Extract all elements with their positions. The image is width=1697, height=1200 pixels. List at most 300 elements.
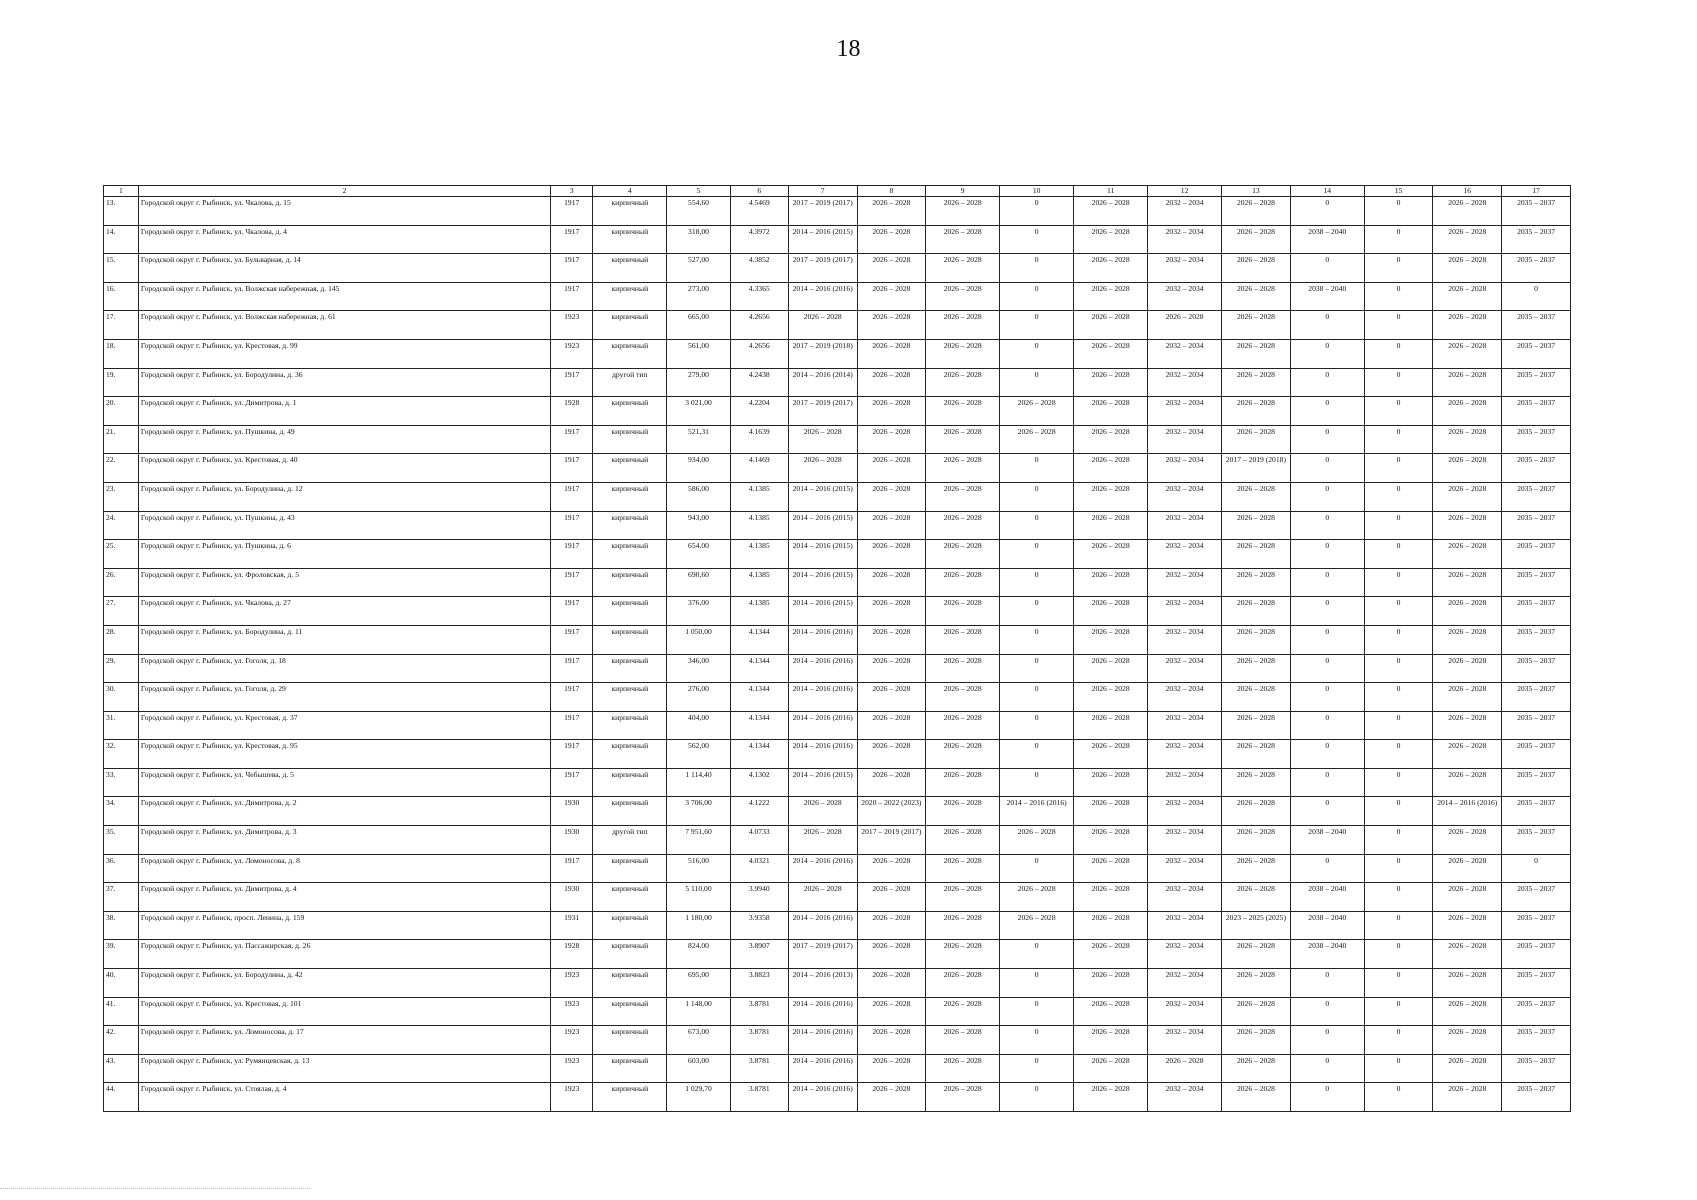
table-cell: 2026 – 2028 [857,339,926,368]
table-row [104,940,1571,969]
address-cell: Городской округ г. Рыбинск, ул. Димитрова, д. 3 [138,826,550,855]
table-cell: 0 [1290,540,1364,569]
table-cell: 2026 – 2028 [926,225,1000,254]
table-cell: 0 [1000,454,1074,483]
table-cell: 2026 – 2028 [857,540,926,569]
table-cell: 2026 – 2028 [926,1054,1000,1083]
table-cell: 1917 [551,854,593,883]
table-cell: 2032 – 2034 [1148,540,1222,569]
table-cell: 2026 – 2028 [1074,911,1148,940]
table-cell: 0 [1000,197,1074,226]
table-cell: 0 [1290,511,1364,540]
table-cell: 2026 – 2028 [1074,854,1148,883]
table-cell: 0 [1364,997,1433,1026]
table-cell: 2026 – 2028 [1433,883,1502,912]
table-cell: 2026 – 2028 [857,254,926,283]
table-cell: 1917 [551,740,593,769]
row-number-cell: 40. [104,969,139,998]
table-cell: 2026 – 2028 [1433,425,1502,454]
table-cell: 665,00 [667,311,730,340]
table-cell: 4.1222 [730,797,788,826]
table-cell: кирпичный [593,940,667,969]
table-cell: 2026 – 2028 [1222,282,1291,311]
table-cell: 2026 – 2028 [1433,1083,1502,1112]
table-cell: 2026 – 2028 [857,911,926,940]
table-cell: 2032 – 2034 [1148,683,1222,712]
table-cell: 2017 – 2019 (2017) [857,826,926,855]
table-cell: 2035 – 2037 [1502,940,1571,969]
table-cell: 2014 – 2016 (2016) [788,711,857,740]
table-cell: 2026 – 2028 [1222,368,1291,397]
table-cell: 3 706,00 [667,797,730,826]
table-cell: 2026 – 2028 [1222,740,1291,769]
table-cell: 0 [1290,654,1364,683]
table-cell: 0 [1290,625,1364,654]
table-cell: кирпичный [593,282,667,311]
table-cell: 2026 – 2028 [1433,940,1502,969]
table-cell: кирпичный [593,883,667,912]
table-cell: 0 [1290,768,1364,797]
table-cell: 1917 [551,711,593,740]
table-cell: 3.8781 [730,997,788,1026]
table-cell: 0 [1000,339,1074,368]
table-cell: 2026 – 2028 [1222,826,1291,855]
table-cell: 2026 – 2028 [857,625,926,654]
table-cell: 0 [1290,482,1364,511]
table-cell: кирпичный [593,997,667,1026]
column-header-5: 5 [667,186,730,197]
table-cell: 2014 – 2016 (2014) [788,368,857,397]
column-header-10: 10 [1000,186,1074,197]
row-number-cell: 18. [104,339,139,368]
table-cell: 279,00 [667,368,730,397]
table-cell: 0 [1502,854,1571,883]
table-cell: 0 [1290,597,1364,626]
table-cell: 0 [1364,197,1433,226]
table-cell: 2026 – 2028 [926,625,1000,654]
table-cell: 0 [1290,1026,1364,1055]
table-cell: кирпичный [593,854,667,883]
table-cell: 2032 – 2034 [1148,425,1222,454]
table-cell: 2026 – 2028 [788,425,857,454]
table-cell: 2026 – 2028 [926,540,1000,569]
table-cell: 2026 – 2028 [926,1083,1000,1112]
table-cell: 0 [1290,854,1364,883]
table-cell: 2026 – 2028 [857,1026,926,1055]
table-cell: 2026 – 2028 [857,768,926,797]
table-cell: 2026 – 2028 [857,683,926,712]
table-cell: 1923 [551,1054,593,1083]
table-cell: 2017 – 2019 (2018) [788,339,857,368]
table-cell: 4.2438 [730,368,788,397]
table-row [104,711,1571,740]
table-cell: 1917 [551,197,593,226]
table-cell: 0 [1290,683,1364,712]
table-cell: кирпичный [593,540,667,569]
table-cell: 2014 – 2016 (2016) [1000,797,1074,826]
table-cell: 4.1344 [730,740,788,769]
table-cell: 7 951,60 [667,826,730,855]
table-cell: 0 [1364,683,1433,712]
column-header-16: 16 [1433,186,1502,197]
table-cell: 2026 – 2028 [926,368,1000,397]
table-cell: 2026 – 2028 [1433,454,1502,483]
table-cell: 0 [1364,826,1433,855]
row-number-cell: 27. [104,597,139,626]
table-cell: 2017 – 2019 (2017) [788,940,857,969]
table-cell: 2035 – 2037 [1502,683,1571,712]
table-cell: 2026 – 2028 [926,654,1000,683]
table-cell: 2032 – 2034 [1148,482,1222,511]
table-cell: 0 [1000,368,1074,397]
table-cell: 2026 – 2028 [926,282,1000,311]
address-cell: Городской округ г. Рыбинск, ул. Крестовая, д. 101 [138,997,550,1026]
table-cell: 1917 [551,597,593,626]
address-cell: Городской округ г. Рыбинск, ул. Чкалова, д. 27 [138,597,550,626]
table-cell: 2026 – 2028 [1222,997,1291,1026]
table-cell: 2026 – 2028 [1433,197,1502,226]
table-cell: 2026 – 2028 [1433,911,1502,940]
table-cell: 2026 – 2028 [1433,1026,1502,1055]
table-cell: 586,00 [667,482,730,511]
table-cell: 2014 – 2016 (2015) [788,482,857,511]
table-cell: 2026 – 2028 [1433,1054,1502,1083]
table-cell: 0 [1000,854,1074,883]
table-cell: 562,00 [667,740,730,769]
table-cell: 0 [1364,940,1433,969]
table-row [104,597,1571,626]
row-number-cell: 13. [104,197,139,226]
table-row [104,883,1571,912]
table-cell: 2035 – 2037 [1502,339,1571,368]
table-cell: 2032 – 2034 [1148,511,1222,540]
table-cell: 4.0321 [730,854,788,883]
table-cell: 2026 – 2028 [1222,797,1291,826]
table-cell: 0 [1364,597,1433,626]
table-cell: 0 [1000,969,1074,998]
table-cell: 2014 – 2016 (2016) [788,854,857,883]
table-cell: 0 [1000,568,1074,597]
table-cell: кирпичный [593,425,667,454]
column-header-3: 3 [551,186,593,197]
table-cell: 318,00 [667,225,730,254]
row-number-cell: 24. [104,511,139,540]
table-row [104,1083,1571,1112]
address-cell: Городской округ г. Рыбинск, ул. Волжская набережная, д. 145 [138,282,550,311]
table-cell: 1917 [551,282,593,311]
table-cell: 2035 – 2037 [1502,597,1571,626]
table-cell: 0 [1364,768,1433,797]
table-cell: 0 [1000,683,1074,712]
address-cell: Городской округ г. Рыбинск, ул. Пассажирская, д. 26 [138,940,550,969]
table-cell: 0 [1364,482,1433,511]
table-cell: 0 [1000,654,1074,683]
table-cell: 2032 – 2034 [1148,197,1222,226]
table-cell: 2026 – 2028 [1222,511,1291,540]
table-cell: 1917 [551,511,593,540]
table-cell: 4.1344 [730,711,788,740]
table-cell: кирпичный [593,740,667,769]
table-cell: 2017 – 2019 (2017) [788,397,857,426]
table-cell: 0 [1364,511,1433,540]
table-cell: 4.1385 [730,511,788,540]
row-number-cell: 34. [104,797,139,826]
table-cell: 2035 – 2037 [1502,568,1571,597]
table-cell: 1917 [551,540,593,569]
table-cell: 4.5469 [730,197,788,226]
table-row [104,740,1571,769]
table-cell: 2038 – 2040 [1290,883,1364,912]
table-cell: 2026 – 2028 [1222,1054,1291,1083]
table-cell: 2026 – 2028 [857,940,926,969]
table-cell: 2026 – 2028 [926,454,1000,483]
table-cell: 2026 – 2028 [1074,311,1148,340]
table-cell: 2014 – 2016 (2015) [788,768,857,797]
table-cell: 5 110,00 [667,883,730,912]
table-cell: 2035 – 2037 [1502,425,1571,454]
table-cell: 2014 – 2016 (2016) [788,683,857,712]
address-cell: Городской округ г. Рыбинск, ул. Крестовая, д. 37 [138,711,550,740]
table-cell: 276,00 [667,683,730,712]
table-cell: 2026 – 2028 [1074,425,1148,454]
address-cell: Городской округ г. Рыбинск, ул. Крестовая, д. 40 [138,454,550,483]
table-cell: 0 [1290,339,1364,368]
address-cell: Городской округ г. Рыбинск, ул. Ломоносова, д. 8 [138,854,550,883]
table-cell: 2032 – 2034 [1148,597,1222,626]
table-cell: 2014 – 2016 (2016) [788,654,857,683]
table-cell: 4.1344 [730,683,788,712]
table-cell: 2026 – 2028 [1222,254,1291,283]
table-cell: 1917 [551,654,593,683]
column-header-9: 9 [926,186,1000,197]
table-cell: 2026 – 2028 [926,197,1000,226]
table-cell: 2026 – 2028 [857,883,926,912]
table-cell: 2026 – 2028 [788,797,857,826]
table-cell: 2026 – 2028 [1074,368,1148,397]
table-cell: 2026 – 2028 [857,568,926,597]
table-cell: 0 [1000,997,1074,1026]
table-cell: 1917 [551,254,593,283]
table-cell: 1917 [551,768,593,797]
table-cell: 4.1469 [730,454,788,483]
table-row [104,197,1571,226]
table-cell: 2026 – 2028 [1433,339,1502,368]
table-cell: 0 [1290,568,1364,597]
table-cell: 2026 – 2028 [1433,768,1502,797]
row-number-cell: 17. [104,311,139,340]
table-cell: 2026 – 2028 [926,568,1000,597]
row-number-cell: 42. [104,1026,139,1055]
table-cell: 2026 – 2028 [1433,225,1502,254]
table-cell: 2035 – 2037 [1502,797,1571,826]
table-cell: 2032 – 2034 [1148,254,1222,283]
table-cell: 2026 – 2028 [1074,1054,1148,1083]
table-cell: 2035 – 2037 [1502,482,1571,511]
table-cell: 2014 – 2016 (2015) [788,597,857,626]
table-cell: 2026 – 2028 [926,683,1000,712]
table-cell: 654,00 [667,540,730,569]
table-cell: 0 [1364,969,1433,998]
table-cell: 2026 – 2028 [1074,540,1148,569]
table-cell: 2014 – 2016 (2013) [788,969,857,998]
table-cell: 0 [1290,254,1364,283]
address-cell: Городской округ г. Рыбинск, ул. Фроловская, д. 5 [138,568,550,597]
table-cell: кирпичный [593,454,667,483]
table-cell: 0 [1364,311,1433,340]
table-cell: 4.2656 [730,311,788,340]
table-cell: 2026 – 2028 [1433,254,1502,283]
row-number-cell: 23. [104,482,139,511]
table-cell: 2014 – 2016 (2015) [788,568,857,597]
table-cell: 2026 – 2028 [926,883,1000,912]
table-cell: 2026 – 2028 [1433,397,1502,426]
column-header-6: 6 [730,186,788,197]
table-cell: 2032 – 2034 [1148,997,1222,1026]
table-cell: 2026 – 2028 [1000,425,1074,454]
table-cell: 0 [1000,225,1074,254]
table-cell: 2035 – 2037 [1502,197,1571,226]
table-cell: 2026 – 2028 [1433,540,1502,569]
column-header-14: 14 [1290,186,1364,197]
table-row [104,511,1571,540]
table-cell: 1 050,00 [667,625,730,654]
table-cell: кирпичный [593,768,667,797]
table-cell: 4.1302 [730,768,788,797]
table-cell: 2026 – 2028 [1074,683,1148,712]
table-cell: 2026 – 2028 [1222,1026,1291,1055]
table-cell: 2026 – 2028 [1074,940,1148,969]
table-cell: 2038 – 2040 [1290,940,1364,969]
table-cell: 1917 [551,425,593,454]
table-cell: 2026 – 2028 [857,740,926,769]
table-cell: 2026 – 2028 [1222,711,1291,740]
table-cell: 0 [1364,854,1433,883]
table-cell: 1917 [551,454,593,483]
table-row [104,826,1571,855]
table-cell: 2026 – 2028 [1148,311,1222,340]
address-cell: Городской округ г. Рыбинск, ул. Димитрова, д. 2 [138,797,550,826]
table-cell: кирпичный [593,654,667,683]
table-cell: 0 [1000,540,1074,569]
column-header-8: 8 [857,186,926,197]
table-cell: 0 [1364,911,1433,940]
table-cell: 2014 – 2016 (2016) [788,1054,857,1083]
table-cell: 0 [1000,511,1074,540]
table-cell: 2026 – 2028 [1222,940,1291,969]
table-cell: 2032 – 2034 [1148,282,1222,311]
table-cell: 2026 – 2028 [1000,883,1074,912]
table-cell: 2026 – 2028 [1074,511,1148,540]
table-cell: 1923 [551,1083,593,1112]
table-cell: 2026 – 2028 [788,883,857,912]
row-number-cell: 37. [104,883,139,912]
column-header-11: 11 [1074,186,1148,197]
table-cell: 0 [1290,969,1364,998]
table-cell: 0 [1290,397,1364,426]
table-cell: 2026 – 2028 [1074,883,1148,912]
table-cell: 695,00 [667,969,730,998]
table-cell: 0 [1000,940,1074,969]
table-cell: 2035 – 2037 [1502,911,1571,940]
table-cell: 2026 – 2028 [857,511,926,540]
table-row [104,311,1571,340]
table-cell: 2026 – 2028 [857,454,926,483]
column-header-2: 2 [138,186,550,197]
table-cell: 0 [1290,368,1364,397]
table-cell: 2035 – 2037 [1502,368,1571,397]
address-cell: Городской округ г. Рыбинск, ул. Крестовая, д. 99 [138,339,550,368]
table-row [104,911,1571,940]
column-header-15: 15 [1364,186,1433,197]
table-cell: 2035 – 2037 [1502,883,1571,912]
table-cell: 2026 – 2028 [926,997,1000,1026]
table-cell: 2026 – 2028 [926,482,1000,511]
table-cell: 0 [1000,625,1074,654]
table-cell: 2026 – 2028 [1433,826,1502,855]
table-cell: 527,00 [667,254,730,283]
table-cell: 2026 – 2028 [1222,625,1291,654]
table-cell: 0 [1000,311,1074,340]
table-cell: 2032 – 2034 [1148,454,1222,483]
table-cell: 2035 – 2037 [1502,969,1571,998]
table-cell: 346,00 [667,654,730,683]
table-cell: 0 [1000,1054,1074,1083]
table-cell: 2035 – 2037 [1502,397,1571,426]
table-cell: 1917 [551,683,593,712]
address-cell: Городской округ г. Рыбинск, ул. Волжская набережная, д. 61 [138,311,550,340]
table-cell: 2026 – 2028 [857,969,926,998]
table-cell: другой тип [593,826,667,855]
row-number-cell: 19. [104,368,139,397]
row-number-cell: 41. [104,997,139,1026]
row-number-cell: 31. [104,711,139,740]
table-cell: 2026 – 2028 [857,1054,926,1083]
table-cell: 2017 – 2019 (2017) [788,254,857,283]
table-cell: 561,00 [667,339,730,368]
table-cell: 2026 – 2028 [1433,683,1502,712]
table-row [104,768,1571,797]
table-cell: 2026 – 2028 [1433,368,1502,397]
table-cell: 2014 – 2016 (2016) [788,625,857,654]
header-row [104,186,1571,197]
table-cell: 2026 – 2028 [1222,482,1291,511]
table-cell: 2032 – 2034 [1148,797,1222,826]
table-cell: 2026 – 2028 [1433,654,1502,683]
table-cell: кирпичный [593,711,667,740]
table-cell: 0 [1364,740,1433,769]
table-cell: 2035 – 2037 [1502,654,1571,683]
table-cell: 2026 – 2028 [788,454,857,483]
table-cell: 2026 – 2028 [857,282,926,311]
table-cell: 0 [1290,311,1364,340]
table-cell: 0 [1364,654,1433,683]
row-number-cell: 32. [104,740,139,769]
table-cell: 2014 – 2016 (2016) [788,740,857,769]
table-row [104,254,1571,283]
table-cell: 376,00 [667,597,730,626]
table-row [104,654,1571,683]
table-cell: 2035 – 2037 [1502,740,1571,769]
address-cell: Городской округ г. Рыбинск, ул. Бородулина, д. 36 [138,368,550,397]
table-cell: 2026 – 2028 [788,311,857,340]
table-cell: 2026 – 2028 [1074,625,1148,654]
table-cell: 2032 – 2034 [1148,225,1222,254]
row-number-cell: 30. [104,683,139,712]
table-cell: 2026 – 2028 [926,797,1000,826]
table-cell: 2026 – 2028 [1433,482,1502,511]
table-cell: 2035 – 2037 [1502,826,1571,855]
table-cell: 521,31 [667,425,730,454]
